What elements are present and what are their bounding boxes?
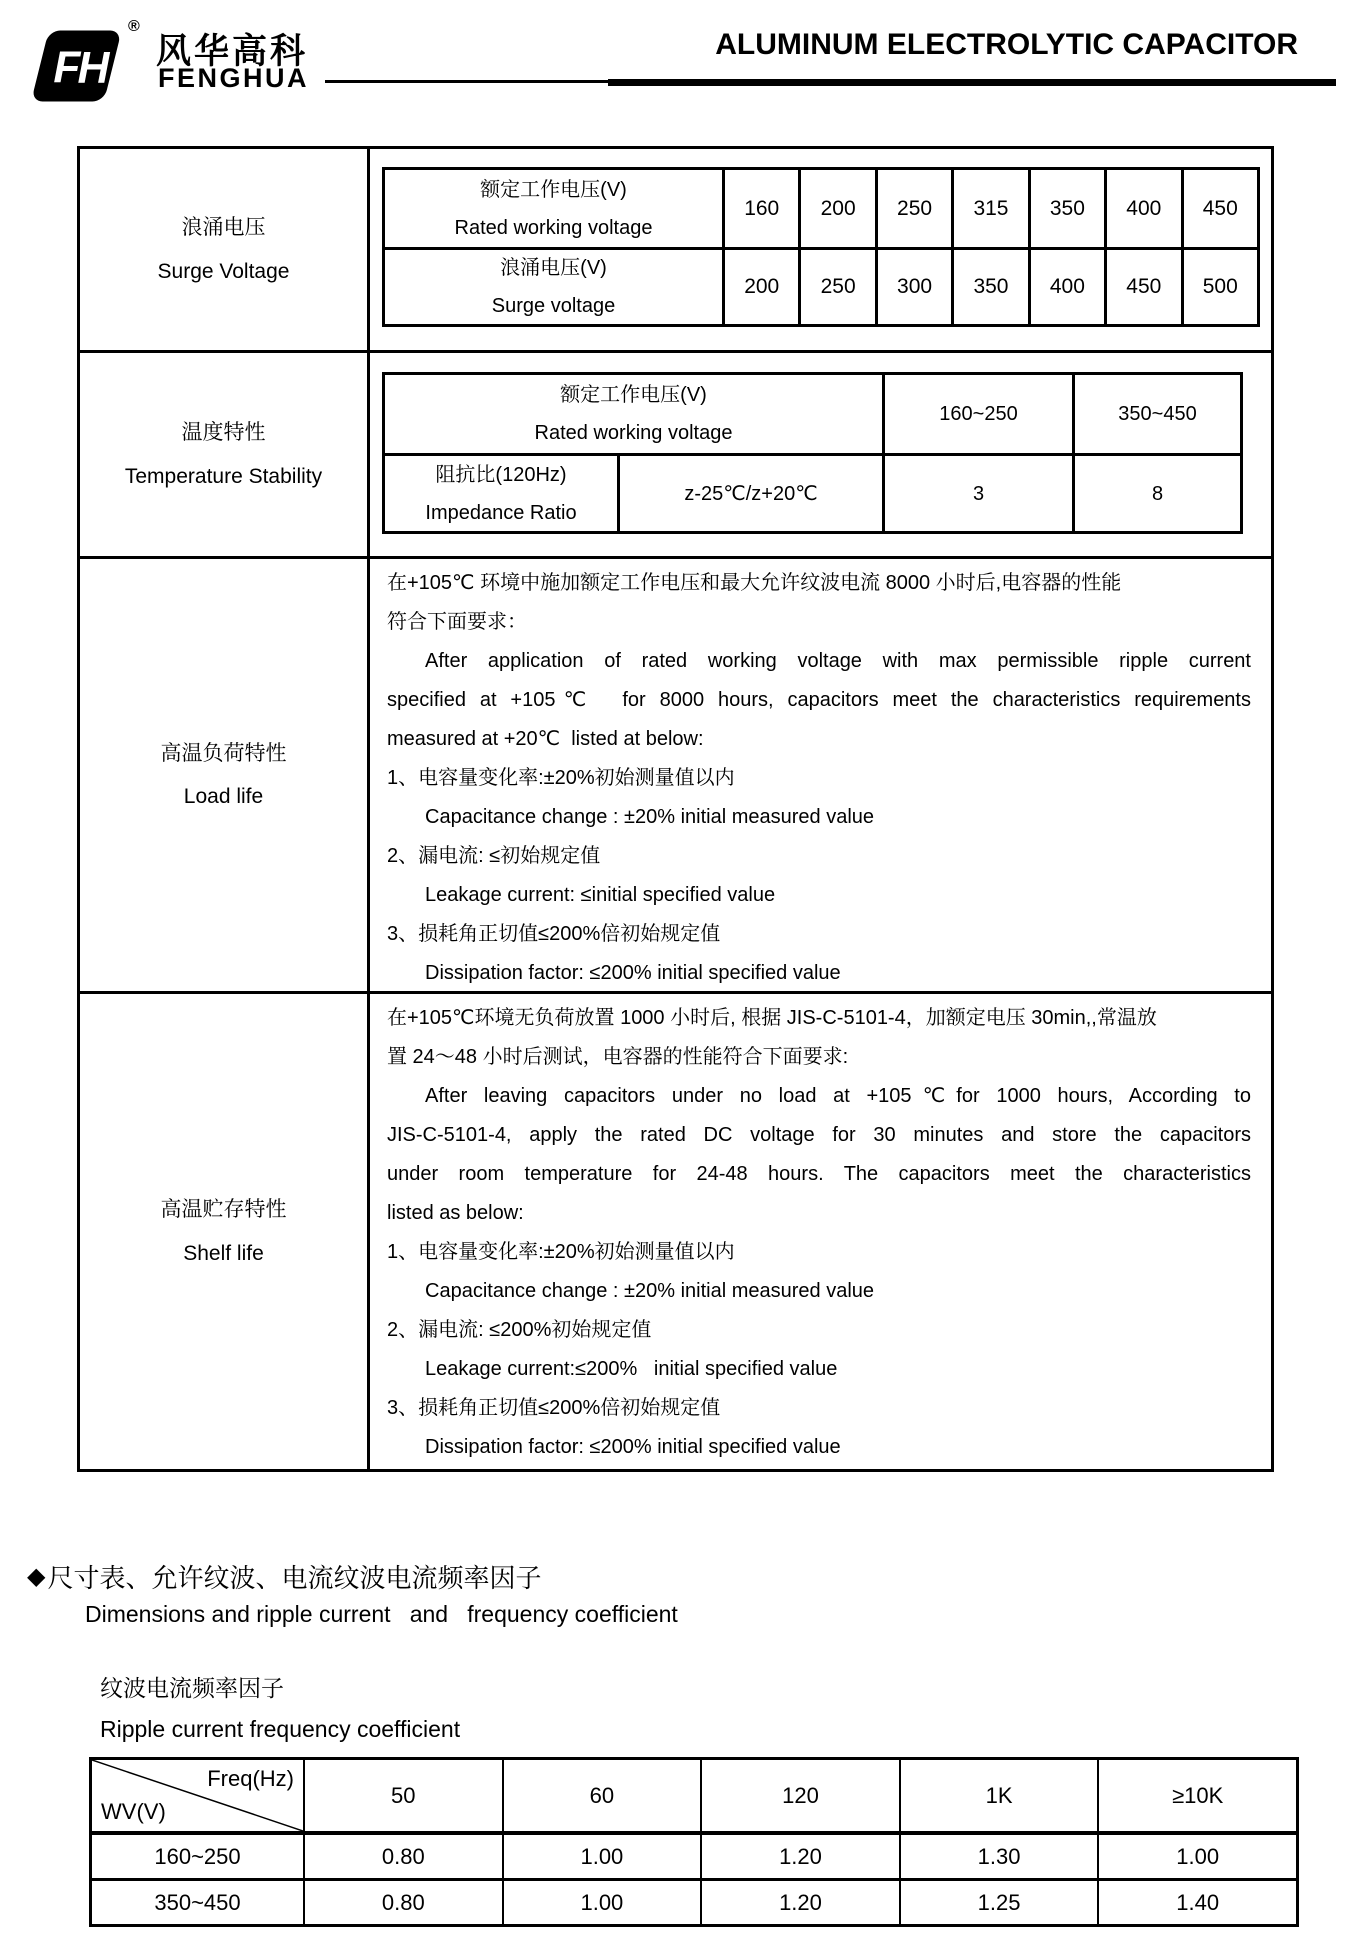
coefficient-value: 0.80	[305, 1881, 504, 1924]
row-label-load-life	[80, 556, 370, 991]
rated-voltage-value: 400	[1107, 170, 1183, 247]
impedance-value-2: 8	[1151, 482, 1164, 505]
rated-voltage-label-en: Rated working voltage	[454, 216, 653, 239]
surge-voltage-values	[725, 250, 1257, 324]
coefficient-value: 0.80	[305, 1835, 504, 1878]
rated-voltage-value: 450	[1202, 196, 1238, 220]
surge-voltage-cell	[370, 149, 1271, 350]
text-line: Capacitance change : ±20% initial measured value	[425, 1280, 875, 1302]
freq-column-header: ≥10K	[1172, 1782, 1224, 1808]
text-line: After application of rated working voltage with max permissible ripple current	[425, 650, 1251, 672]
header-rule-thin	[325, 80, 611, 83]
surge-voltage-value: 500	[1202, 275, 1238, 298]
text-line: listed as below:	[387, 1202, 524, 1224]
coefficient-value: 1.20	[702, 1881, 901, 1924]
rated-voltage-values	[725, 170, 1257, 247]
freq-column-headers	[305, 1760, 1296, 1831]
fenghua-logo-icon	[30, 28, 126, 104]
coefficient-values	[305, 1835, 1296, 1878]
row-label-shelf-life-cn: 高温贮存特性	[160, 1198, 287, 1222]
coefficient-value: 1.00	[504, 1881, 703, 1924]
diamond-bullet-icon: ◆	[27, 1563, 46, 1590]
section-heading	[27, 1558, 541, 1595]
impedance-ratio-label	[385, 456, 620, 531]
impedance-condition: z-25℃/z+20℃	[620, 456, 885, 531]
surge-voltage-value: 400	[1031, 250, 1107, 324]
text-line: Leakage current:≤200% initial specified value	[425, 1358, 838, 1380]
corner-label-freq: Freq(Hz)	[207, 1766, 294, 1791]
temp-rated-label-en: Rated working voltage	[534, 422, 733, 444]
corner-label-wv: WV(V)	[101, 1799, 166, 1824]
brand-name-english: FENGHUA	[158, 63, 309, 93]
surge-voltage-table	[382, 167, 1260, 327]
page-title: ALUMINUM ELECTROLYTIC CAPACITOR	[715, 28, 1298, 61]
text-line: After leaving capacitors under no load at +105℃for 1000 hours, According to	[425, 1085, 1251, 1107]
surge-voltage-value: 350	[954, 250, 1030, 324]
rated-voltage-value: 160	[725, 170, 801, 247]
registered-trademark-icon: ®	[128, 18, 140, 35]
freq-column-header: 60	[504, 1760, 703, 1831]
text-line: 3、损耗角正切值≤200%倍初始规定值	[387, 1397, 721, 1419]
coefficient-value: 1.00	[1176, 1843, 1220, 1869]
temperature-cell	[370, 350, 1271, 556]
impedance-value-1: 3	[885, 456, 1075, 531]
row-label-shelf-life	[80, 991, 370, 1469]
text-line: 1、电容量变化率:±20%初始测量值以内	[387, 1241, 735, 1263]
temp-rated-voltage-row	[385, 375, 1240, 453]
surge-voltage-label	[385, 250, 725, 324]
frequency-coefficient-table	[89, 1757, 1299, 1927]
text-line: 2、漏电流: ≤初始规定值	[387, 845, 601, 867]
rated-voltage-label-cn: 额定工作电压(V)	[480, 178, 627, 201]
brand-name-chinese: 风华高科	[156, 32, 309, 71]
surge-voltage-value: 450	[1107, 250, 1183, 324]
text-line: Capacitance change : ±20% initial measured value	[425, 806, 875, 828]
rated-voltage-row	[385, 170, 1257, 247]
surge-voltage-value: 250	[801, 250, 877, 324]
shelf-life-text	[370, 991, 1271, 1469]
impedance-ratio-row	[385, 453, 1240, 531]
temp-range-2: 350~450	[1118, 403, 1197, 425]
coefficient-value: 1.20	[702, 1835, 901, 1878]
freq-table-corner-cell	[92, 1760, 305, 1831]
coefficient-values	[305, 1881, 1296, 1924]
row-label-surge-cn: 浪涌电压	[181, 216, 266, 240]
surge-voltage-label-cn: 浪涌电压(V)	[500, 257, 607, 279]
text-line: Leakage current: ≤initial specified value	[425, 884, 776, 906]
coefficient-value: 1.00	[504, 1835, 703, 1878]
coefficient-value: 1.25	[901, 1881, 1100, 1924]
text-line: Dissipation factor: ≤200% initial specified value	[425, 962, 841, 984]
row-label-temperature	[80, 350, 370, 556]
temperature-table	[382, 372, 1243, 534]
section-heading-cn: 尺寸表、允许纹波、电流纹波电流频率因子	[47, 1563, 542, 1593]
section-heading-en: Dimensions and ripple current and frequency coefficient	[85, 1601, 678, 1627]
subheading-en: Ripple current frequency coefficient	[100, 1716, 461, 1742]
text-line: 2、漏电流: ≤200%初始规定值	[387, 1319, 652, 1341]
text-line: specified at +105℃ for 8000 hours, capacitors meet the characteristics requirements	[387, 689, 1251, 711]
rated-voltage-value: 200	[801, 170, 877, 247]
surge-voltage-value: 300	[878, 250, 954, 324]
temp-rated-voltage-label	[385, 375, 885, 453]
row-label-load-life-cn: 高温负荷特性	[160, 741, 287, 765]
rated-voltage-value: 315	[954, 170, 1030, 247]
freq-table-header-row	[92, 1760, 1296, 1835]
freq-table-row-160-250	[92, 1835, 1296, 1878]
text-line: 符合下面要求：	[387, 611, 527, 633]
coefficient-value: 1.30	[901, 1835, 1100, 1878]
temp-rated-label-cn: 额定工作电压(V)	[560, 384, 707, 406]
freq-table-row-350-450	[92, 1878, 1296, 1924]
coefficient-value: 1.40	[1176, 1889, 1220, 1915]
temp-range-1: 160~250	[885, 375, 1075, 453]
impedance-label-en: Impedance Ratio	[425, 501, 577, 524]
rated-voltage-value: 250	[878, 170, 954, 247]
rated-voltage-label	[385, 170, 725, 247]
row-label-load-life-en: Load life	[183, 785, 264, 808]
text-line: 3、损耗角正切值≤200%倍初始规定值	[387, 923, 721, 945]
text-line: 在+105℃环境无负荷放置 1000 小时后, 根据 JIS-C-5101-4，加额定电压 30min,,常温放	[387, 1007, 1157, 1029]
row-label-shelf-life-en: Shelf life	[183, 1241, 264, 1265]
header-rule-thick	[608, 79, 1336, 86]
wv-range-label: 160~250	[92, 1835, 305, 1878]
text-line: 置 24～48 小时后测试，电容器的性能符合下面要求:	[387, 1046, 849, 1068]
surge-voltage-row	[385, 247, 1257, 324]
text-line: 1、电容量变化率:±20%初始测量值以内	[387, 767, 735, 789]
row-label-temperature-cn: 温度特性	[181, 421, 266, 445]
surge-voltage-label-en: Surge voltage	[491, 295, 616, 317]
row-label-surge-en: Surge Voltage	[157, 259, 290, 283]
row-label-surge-voltage	[80, 149, 370, 350]
text-line: under room temperature for 24-48 hours. The capacitors meet the characteristics	[387, 1163, 1251, 1185]
text-line: JIS-C-5101-4, apply the rated DC voltage for 30 minutes and store the capacitors	[387, 1124, 1251, 1146]
spec-table	[77, 146, 1274, 1472]
subheading-cn: 纹波电流频率因子	[100, 1675, 284, 1701]
text-line: 在+105℃ 环境中施加额定工作电压和最大允许纹波电流 8000 小时后,电容器的性能	[387, 572, 1122, 594]
load-life-text	[370, 556, 1271, 991]
svg-text:FH: FH	[53, 43, 107, 93]
wv-range-label: 350~450	[92, 1881, 305, 1924]
row-label-temperature-en: Temperature Stability	[124, 464, 323, 488]
surge-voltage-value: 200	[725, 250, 801, 324]
freq-column-header: 50	[305, 1760, 504, 1831]
rated-voltage-value: 350	[1031, 170, 1107, 247]
text-line: measured at +20℃ listed at below:	[387, 728, 704, 750]
freq-column-header: 1K	[901, 1760, 1100, 1831]
impedance-label-cn: 阻抗比(120Hz)	[435, 463, 567, 486]
text-line: Dissipation factor: ≤200% initial specified value	[425, 1436, 841, 1458]
freq-column-header: 120	[702, 1760, 901, 1831]
